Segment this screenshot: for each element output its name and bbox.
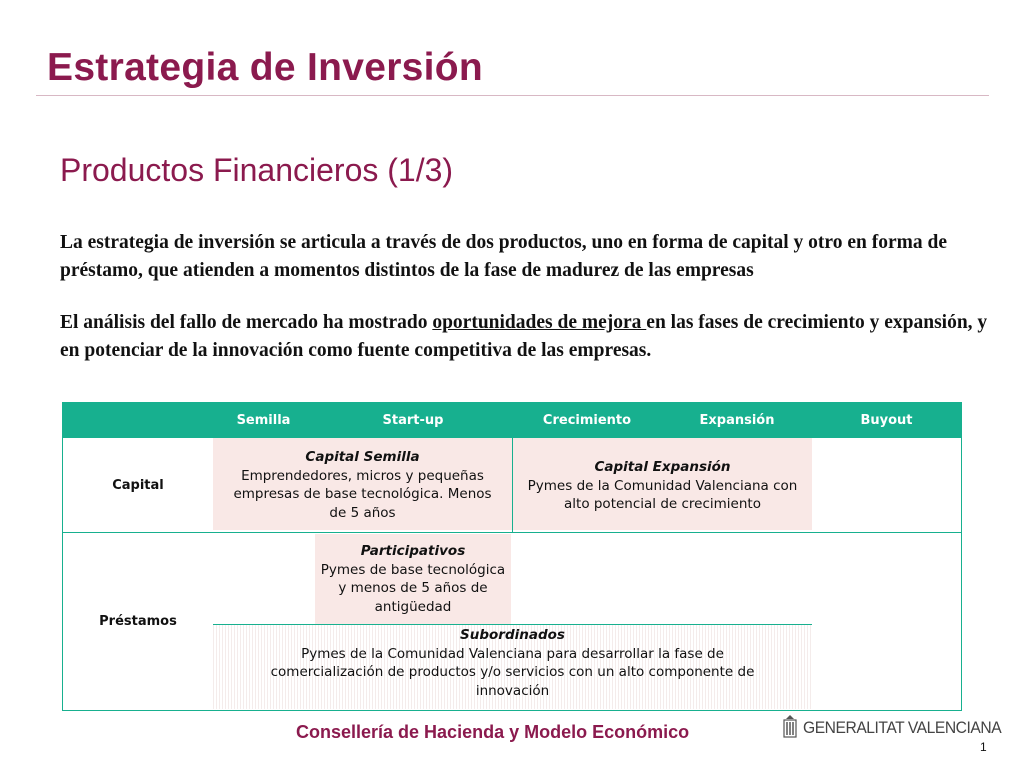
page-number: 1 <box>980 740 987 754</box>
footer-department: Consellería de Hacienda y Modelo Económico <box>296 722 690 742</box>
page-subtitle: Productos Financieros (1/3) <box>60 152 454 188</box>
generalitat-logo <box>783 714 1018 742</box>
row-divider <box>63 532 961 533</box>
subordinados-cell <box>213 625 812 709</box>
analysis-paragraph <box>60 309 1010 365</box>
subrow-divider <box>213 624 812 625</box>
column-header-expansion: Expansión <box>662 403 812 438</box>
analysis-text-start: El análisis del fallo de mercado ha mostrado <box>60 312 433 333</box>
logo-wordmark: GENERALITAT VALENCIANA <box>803 718 1002 737</box>
capital-semilla-text: Emprendedores, micros y pequeñas empresas de base tecnológica. Menos de 5 años <box>233 467 492 521</box>
subordinados-text: Pymes de la Comunidad Valenciana para desarrollar la fase de comercialización de productos y/o servicios con un alto componente de innovación <box>270 645 755 699</box>
participativos-text: Pymes de base tecnológica y menos de 5 años de antigüedad <box>320 561 506 615</box>
capital-expansion-text: Pymes de la Comunidad Valenciana con alto potencial de crecimiento <box>527 477 798 512</box>
row-label-prestamos: Préstamos <box>99 613 177 629</box>
row-label-capital: Capital <box>112 477 164 493</box>
participativos-title: Participativos <box>360 543 466 559</box>
title-divider <box>36 95 989 96</box>
column-header-buyout: Buyout <box>812 403 961 438</box>
capital-expansion-title: Capital Expansión <box>594 459 731 475</box>
column-divider <box>512 438 513 532</box>
column-header-startup: Start-up <box>314 403 512 438</box>
page-title: Estrategia de Inversión <box>47 46 484 89</box>
products-table <box>62 402 962 711</box>
participativos-cell <box>315 534 511 624</box>
analysis-underlined-text: oportunidades de mejora <box>432 312 647 333</box>
column-header-semilla: Semilla <box>213 403 314 438</box>
coat-of-arms-icon <box>783 715 797 741</box>
analysis-text-end: en las fases de crecimiento y expansión, y en potenciar de la innovación como fuente competitiva de las empresas. <box>60 312 988 361</box>
subordinados-title: Subordinados <box>460 627 565 643</box>
header-empty-cell <box>63 403 213 438</box>
intro-paragraph: La estrategia de inversión se articula a través de dos productos, uno en forma de capital y otro en forma de préstamo, que atienden a momentos distintos de la fase de madurez de las empresas <box>60 232 947 281</box>
capital-semilla-cell <box>213 438 512 530</box>
column-header-crecimiento: Crecimiento <box>512 403 662 438</box>
capital-expansion-cell <box>513 438 812 530</box>
capital-semilla-title: Capital Semilla <box>305 449 420 465</box>
